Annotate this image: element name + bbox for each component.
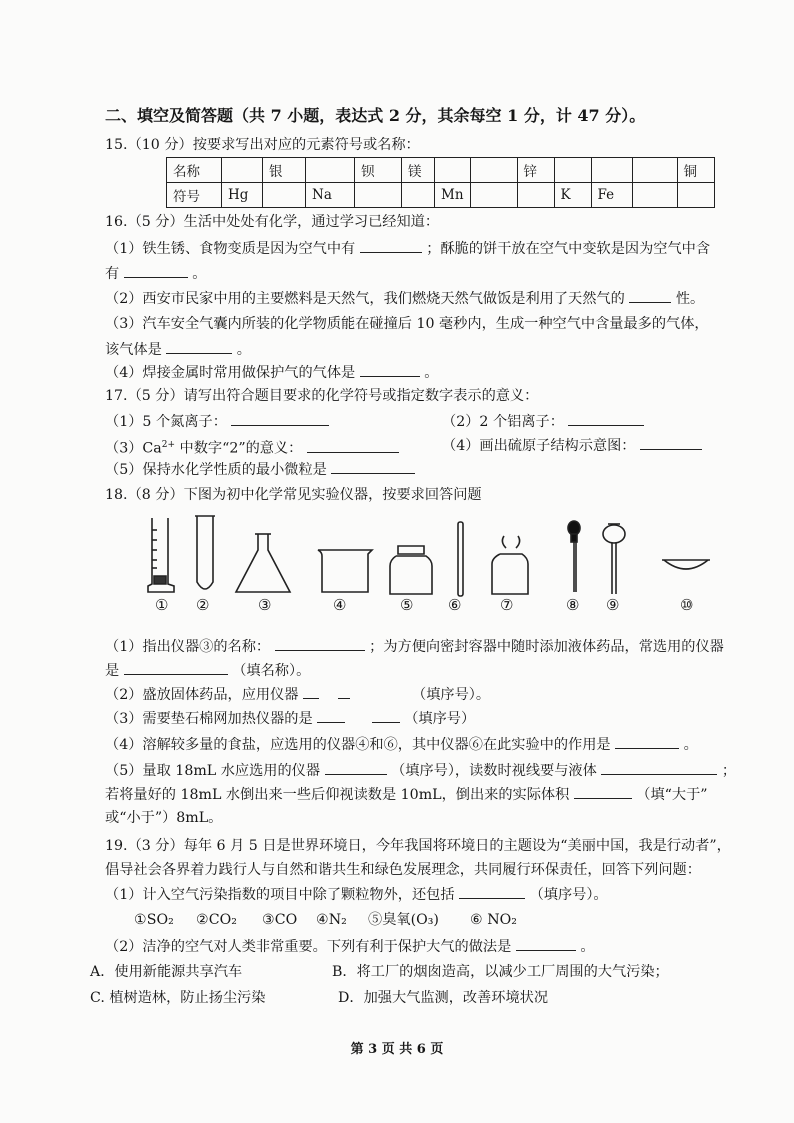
q18-part5-end: ； (721, 763, 737, 779)
q17-part3-text: （3）Ca (105, 440, 162, 457)
q18-part1-text: （1）指出仪器③的名称： (105, 639, 271, 655)
table-cell: K (554, 183, 591, 208)
q18-part3-end: （填序号） (404, 711, 476, 727)
q19-option-4: ④N₂ (316, 912, 347, 928)
q19-stem2: 倡导社会各界着力践行人与自然和谐共生和绿色发展理念，共同履行环保责任，回答下列问题： (105, 862, 701, 878)
q18-part6-text: 若将量好的 18mL 水倒出来一些后仰视读数是 10mL，倒出来的实际体积 (105, 787, 570, 803)
table-cell[interactable] (470, 183, 517, 208)
q18-stem: 18.（8 分）下图为初中化学常见实验仪器，按要求回答问题 (105, 487, 482, 503)
apparatus-number-7: ⑦ (500, 596, 514, 614)
q19-choice-c[interactable]: C. 植树造林，防止扬尘污染 (90, 990, 266, 1006)
table-cell[interactable] (222, 158, 263, 183)
q16-stem: 16.（5 分）生活中处处有化学，通过学习已经知道： (105, 214, 440, 230)
q16-part3: （3）汽车安全气囊内所装的化学物质能在碰撞后 10 毫秒内，生成一种空气中含量最多的气体， (105, 316, 709, 332)
q17-part5 (105, 459, 415, 480)
table-cell[interactable] (470, 158, 517, 183)
table-cell[interactable] (355, 183, 402, 208)
q18-part7: 或“小于”）8mL。 (105, 810, 223, 826)
evaporating-dish-icon (662, 560, 710, 569)
answer-blank[interactable] (231, 411, 329, 426)
q19-choice-b[interactable]: B．将工厂的烟囱造高，以减少工厂周围的大气污染； (332, 964, 669, 980)
page-footer: 第 3 页 共 6 页 (350, 1042, 444, 1057)
section-title: 二、填空及简答题（共 7 小题，表达式 2 分，其余每空 1 分，计 47 分）。 (105, 106, 646, 125)
table-cell: Mn (435, 183, 471, 208)
q18-part3 (105, 708, 475, 729)
q17-part3-text2: 中数字“2”的意义： (175, 440, 303, 457)
glass-rod-icon (458, 522, 463, 596)
table-cell[interactable] (435, 158, 471, 183)
apparatus-number-10: ⑩ (680, 596, 694, 614)
apparatus-number-4: ④ (333, 596, 347, 614)
answer-blank[interactable] (303, 684, 319, 699)
q18-part2-text: （2）盛放固体药品，应用仪器 (105, 687, 299, 703)
q17-part3 (105, 435, 399, 459)
table-cell[interactable] (306, 158, 355, 183)
q17-stem: 17.（5 分）请写出符合题目要求的化学符号或指定数字表示的意义： (105, 388, 539, 404)
dropper-icon (568, 521, 580, 592)
answer-blank[interactable] (372, 708, 400, 723)
q16-part3-text: 该气体是 (105, 342, 162, 358)
q18-part5-text2: （填序号），读数时视线要与液体 (391, 763, 597, 779)
q18-part1-cont (105, 660, 310, 681)
answer-blank[interactable] (124, 263, 188, 278)
answer-blank[interactable] (325, 760, 387, 775)
q16-part1-end: 。 (192, 266, 207, 282)
q18-part2-end: （填序号）。 (412, 687, 491, 703)
q16-part1 (105, 238, 710, 259)
q18-part1 (105, 636, 724, 657)
apparatus-number-8: ⑧ (566, 596, 580, 614)
answer-blank[interactable] (568, 411, 644, 426)
answer-blank[interactable] (166, 339, 232, 354)
q19-option-1: ①SO₂ (134, 912, 174, 928)
q18-part1-text2: ；为方便向密封容器中随时添加液体药品，常选用的仪器 (369, 639, 724, 655)
answer-blank[interactable] (275, 636, 365, 651)
q19-option-2: ②CO₂ (196, 912, 237, 928)
table-cell: 银 (263, 158, 306, 183)
table-cell: 锌 (517, 158, 554, 183)
q18-part1-text3: 是 (105, 663, 120, 679)
answer-blank[interactable] (574, 784, 632, 799)
table-row-name (167, 158, 715, 183)
q19-option-5: ⑤臭氧(O₃) (368, 912, 439, 928)
q16-part4-text: （4）焊接金属时常用做保护气的气体是 (105, 365, 356, 381)
graduated-cylinder-icon (148, 518, 174, 592)
table-cell[interactable] (632, 183, 677, 208)
q19-part2-end: 。 (580, 939, 595, 955)
q16-part2-text: （2）西安市民家中用的主要燃料是天然气，我们燃烧天然气做饭是利用了天然气的 (105, 291, 625, 307)
answer-blank[interactable] (331, 459, 415, 474)
test-tube-icon (195, 516, 215, 589)
q18-part4 (105, 734, 698, 755)
element-table (166, 157, 715, 208)
table-cell: 镁 (402, 158, 435, 183)
table-cell[interactable] (591, 158, 632, 183)
answer-blank[interactable] (615, 734, 679, 749)
q16-part1-text3: 有 (105, 266, 120, 282)
apparatus-number-2: ② (196, 596, 210, 614)
table-cell: 符号 (167, 183, 222, 208)
answer-blank[interactable] (459, 884, 525, 899)
table-row-symbol (167, 183, 715, 208)
q18-part4-text: （4）溶解较多量的食盐，应选用的仪器④和⑥，其中仪器⑥在此实验中的作用是 (105, 737, 611, 753)
answer-blank[interactable] (338, 684, 350, 699)
answer-blank[interactable] (360, 238, 422, 253)
q16-part1-cont (105, 263, 206, 284)
table-cell[interactable] (517, 183, 554, 208)
separatory-funnel-icon (603, 524, 625, 594)
q18-part6 (105, 784, 708, 805)
q19-part1-end: （填序号）。 (529, 887, 608, 903)
wide-mouth-bottle-icon (390, 546, 432, 594)
table-cell[interactable] (677, 183, 714, 208)
conical-flask-icon (236, 534, 290, 592)
answer-blank[interactable] (307, 438, 399, 453)
q16-part1-text: （1）铁生锈、食物变质是因为空气中有 (105, 241, 356, 257)
apparatus-number-3: ③ (258, 596, 272, 614)
q17-part1 (105, 411, 329, 432)
apparatus-number-5: ⑤ (400, 596, 414, 614)
q16-part2 (105, 288, 704, 309)
q18-part5-text: （5）量取 18mL 水应选用的仪器 (105, 763, 321, 779)
q16-part3-end: 。 (236, 342, 251, 358)
q19-option-3: ③CO (262, 912, 298, 928)
table-cell[interactable] (263, 183, 306, 208)
q19-choice-a[interactable]: A．使用新能源共享汽车 (90, 964, 243, 980)
q17-part2 (442, 411, 644, 432)
answer-blank[interactable] (601, 760, 717, 775)
q18-part2 (105, 684, 490, 705)
q17-part2-text: （2）2 个铝离子： (442, 414, 564, 430)
dropping-bottle-icon (492, 536, 528, 594)
answer-blank[interactable] (640, 435, 702, 450)
q16-part2-end: 性。 (675, 291, 705, 307)
answer-blank[interactable] (360, 362, 420, 377)
q16-part1-text2: ；酥脆的饼干放在空气中变软是因为空气中含 (426, 241, 711, 257)
answer-blank[interactable] (629, 288, 671, 303)
q19-part1 (105, 884, 608, 905)
q19-stem1: 19.（3 分）每年 6 月 5 日是世界环境日，今年我国将环境日的主题设为“美丽中国，我是行动者”， (105, 838, 731, 854)
q15-stem: 15.（10 分）按要求写出对应的元素符号或名称： (105, 137, 420, 153)
table-cell: 铜 (677, 158, 714, 183)
q18-part4-end: 。 (683, 737, 698, 753)
answer-blank[interactable] (124, 660, 228, 675)
q18-part5 (105, 760, 736, 781)
q18-part1-end: （填名称）。 (232, 663, 311, 679)
table-cell: Hg (222, 183, 263, 208)
apparatus-number-6: ⑥ (448, 596, 462, 614)
q16-part3-cont (105, 339, 251, 360)
apparatus-number-9: ⑨ (606, 596, 620, 614)
q19-option-6: ⑥ NO₂ (470, 912, 517, 928)
answer-blank[interactable] (516, 936, 576, 951)
lab-apparatus-illustration (140, 512, 710, 612)
table-cell[interactable] (402, 183, 435, 208)
answer-blank[interactable] (317, 708, 345, 723)
table-cell: Fe (591, 183, 632, 208)
q19-choice-d[interactable]: D．加强大气监测，改善环境状况 (338, 990, 549, 1006)
q17-part1-text: （1）5 个氮离子： (105, 414, 227, 430)
q17-part4-text: （4）画出硫原子结构示意图： (442, 438, 636, 454)
beaker-icon (318, 550, 372, 592)
table-cell: 钡 (355, 158, 402, 183)
q17-part4 (442, 435, 702, 456)
q17-part5-text: （5）保持水化学性质的最小微粒是 (105, 462, 327, 478)
q16-part4 (105, 362, 438, 383)
table-cell[interactable] (632, 158, 677, 183)
table-cell: Na (306, 183, 355, 208)
q18-part6-end: （填“大于” (636, 787, 708, 803)
q19-part2 (105, 936, 595, 957)
q19-part2-text: （2）洁净的空气对人类非常重要。下列有利于保护大气的做法是 (105, 939, 512, 955)
q18-part3-text: （3）需要垫石棉网加热仪器的是 (105, 711, 313, 727)
apparatus-number-1: ① (155, 596, 169, 614)
q19-part1-text: （1）计入空气污染指数的项目中除了颗粒物外，还包括 (105, 887, 455, 903)
table-cell: 名称 (167, 158, 222, 183)
charge-superscript: 2+ (161, 440, 175, 450)
q16-part4-end: 。 (424, 365, 439, 381)
table-cell[interactable] (554, 158, 591, 183)
